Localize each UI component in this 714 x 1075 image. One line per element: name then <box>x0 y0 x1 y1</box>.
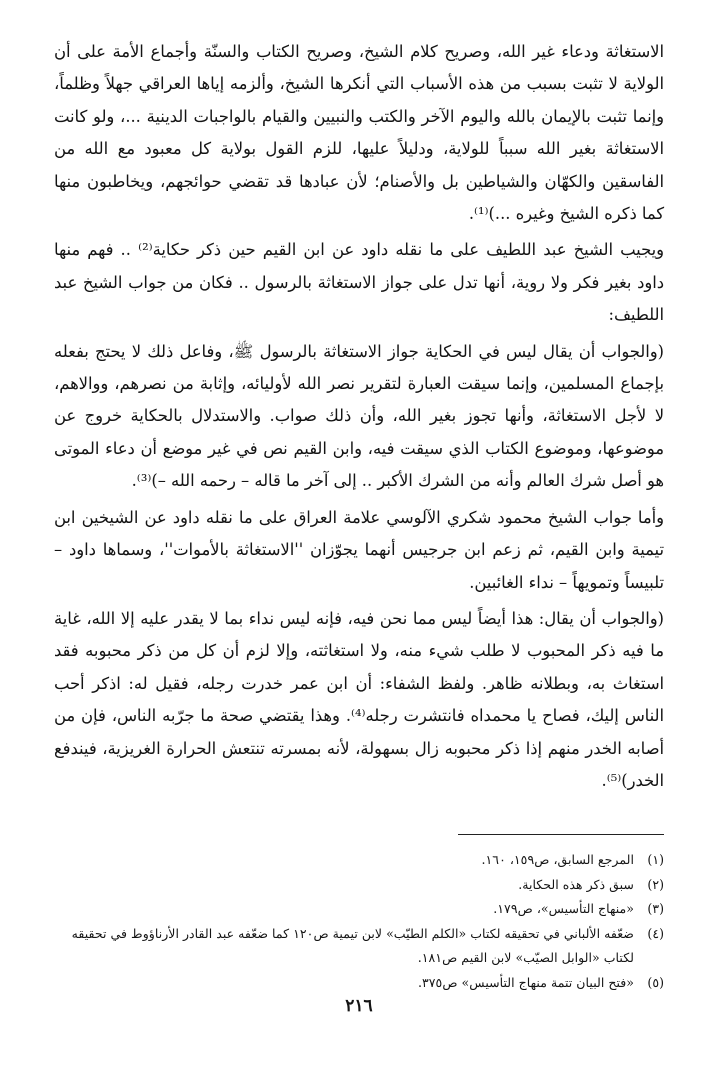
main-text <box>54 36 664 797</box>
footnote-text: «منهاج التأسيس»، ص١٧٩. <box>493 901 634 917</box>
footnote <box>54 922 664 971</box>
footnote-number: (٢) <box>647 876 664 892</box>
book-page <box>54 36 664 1056</box>
footnote <box>54 848 664 873</box>
footnote-number: (٥) <box>647 974 664 990</box>
page-number: ٢١٦ <box>345 996 373 1016</box>
footnote <box>54 897 664 922</box>
footnote-text: المرجع السابق، ص١٥٩، ١٦٠. <box>481 852 634 867</box>
footnote <box>54 971 664 996</box>
footnote-text: «فتح البيان تتمة منهاج التأسيس» ص٣٧٥. <box>418 974 634 990</box>
footnote-separator <box>458 834 664 835</box>
paragraph-5: (والجواب أن يقال: هذا أيضاً ليس مما نحن فيه، فإنه ليس نداء بما لا يقدر عليه إلا الله، غاية ما فيه ذكر المحبوب لا طلب شيء منه، ولا استغاثته، وإلا لزم أن كل من ذكر محبوبه فقد استغاث به، وبطلانه ظاهر. ولفظ الشفاء: أن ابن عمر خدرت رجله، فقيل له: اذكر أحب الناس إليك، فصاح يا محمداه فانتشرت رجله⁽⁴⁾. وهذا يقتضي صحة ما جرّبه الناس، فإن من أصابه الخدر منهم إذا ذكر محبوبه زال بسهولة، لأنه بمسرته تنتعش الحرارة الغريزية، فيندفع الخدر)⁽⁵⁾. <box>54 608 664 790</box>
footnote <box>54 873 664 898</box>
footnote-text: سبق ذكر هذه الحكاية. <box>518 876 634 892</box>
paragraph-1: الاستغاثة ودعاء غير الله، وصريح كلام الشيخ، وصريح الكتاب والسنّة وأجماع الأمة على أن الولاية لا تثبت بسبب من هذه الأسباب التي أنكرها الشيخ، وألزمه إياها العراقي جهلاً وظلماً، وإنما تثبت بالإيمان بالله واليوم الآخر والكتب والنبيين والقيام بالواجبات الدينية ...، ولو كانت الاستغاثة بغير الله سبباً للولاية، ودليلاً عليها، للزم القول بولاية كل معبود مع الله من الفاسقين والكهّان والشياطين بل والأصنام؛ لأن عبادها قد تقضي حوائجهم، ويخاطبون منها كما ذكره الشيخ وغيره ...)⁽¹⁾. <box>54 42 664 224</box>
footnote-text: ضعّفه الألباني في تحقيقه لكتاب «الكلم الطيّب» لابن تيمية ص١٢٠ كما ضعّفه عبد القادر الأرناؤوط في تحقيقه لكتاب «الوابل الصيّب» لابن القيم ص١٨١. <box>71 925 634 966</box>
paragraph-3: (والجواب أن يقال ليس في الحكاية جواز الاستغاثة بالرسول ﷺ، وفاعل ذلك لا يحتج بفعله بإجماع المسلمين، وإنما سيقت العبارة لتقرير نصر الله لأوليائه، وإثابة من نصرهم، ووالاهم، لا لأجل الاستغاثة، وأنها تجوز بغير الله، وأن ذلك صواب. والاستدلال بالحكاية خروج عن موضوعها، وموضوع الكتاب الذي سيقت فيه، وابن القيم نص في غير موضع أن دعاء الموتى هو أصل شرك العالم وأنه من الشرك الأكبر .. إلى آخر ما قاله – رحمه الله –)⁽³⁾. <box>54 341 664 491</box>
footnote-number: (٤) <box>647 925 664 941</box>
paragraph-2: ويجيب الشيخ عبد اللطيف على ما نقله داود عن ابن القيم حين ذكر حكاية⁽²⁾ .. فهم منها داود بغير فكر ولا روية، أنها تدل على جواز الاستغاثة بالرسول .. فكان من جواب الشيخ عبد اللطيف: <box>54 240 664 325</box>
paragraph-4: وأما جواب الشيخ محمود شكري الآلوسي علامة العراق على ما نقله داود عن الشيخين ابن تيمية وابن القيم، ثم زعم ابن جرجيس أنهما يجوّزان ''الاستغاثة بالأموات''، وسماها داود – تلبيساً وتمويهاً – نداء الغائبين. <box>54 507 664 592</box>
footnotes <box>54 848 664 996</box>
footnote-number: (١) <box>647 852 664 867</box>
footnote-number: (٣) <box>647 901 664 917</box>
